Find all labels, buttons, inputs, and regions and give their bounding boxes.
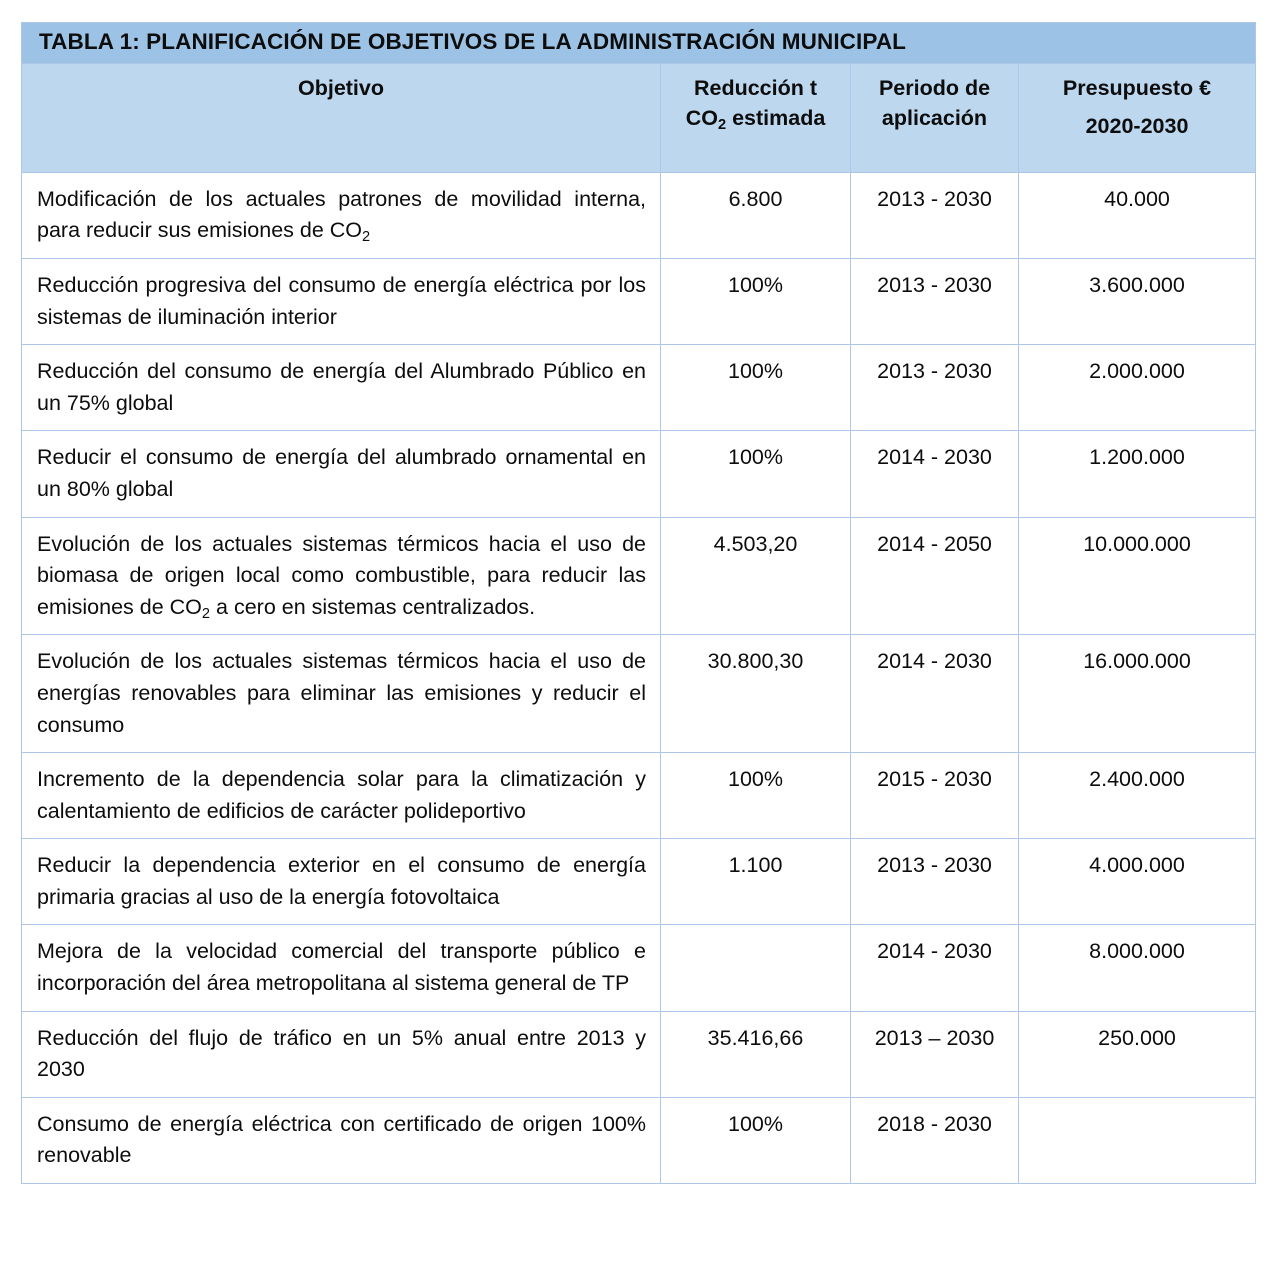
objetivo-text [37,1109,646,1172]
objetivo-text-main: Evolución de los actuales sistemas térmicos hacia el uso de biomasa de origen local como combustible, para reducir las emisiones de CO [37,531,646,619]
cell-periodo: 2013 - 2030 [851,258,1019,344]
column-header-periodo [851,63,1019,172]
cell-presupuesto: 10.000.000 [1019,517,1256,635]
objetivo-text-main: Reducción progresiva del consumo de energía eléctrica por los sistemas de iluminación interior [37,272,646,329]
cell-reduccion: 30.800,30 [661,635,851,753]
table-row [22,431,1256,517]
cell-presupuesto: 250.000 [1019,1011,1256,1097]
cell-periodo: 2015 - 2030 [851,753,1019,839]
objetivo-text [37,936,646,999]
cell-periodo: 2013 - 2030 [851,345,1019,431]
cell-presupuesto: 2.000.000 [1019,345,1256,431]
column-header-reduccion-line2 [667,103,844,134]
cell-objetivo [22,258,661,344]
column-header-reduccion [661,63,851,172]
cell-reduccion: 100% [661,258,851,344]
cell-presupuesto: 16.000.000 [1019,635,1256,753]
table-row [22,345,1256,431]
cell-reduccion: 100% [661,431,851,517]
table-row [22,1097,1256,1183]
table-row [22,839,1256,925]
objetivo-text-tail: a cero en sistemas centralizados. [210,594,536,619]
table-header-row [22,63,1256,172]
objetivo-text-main: Evolución de los actuales sistemas térmicos hacia el uso de energías renovables para eliminar las emisiones y reducir el consumo [37,649,646,737]
objetivo-text [37,529,646,624]
cell-periodo: 2013 - 2030 [851,839,1019,925]
objetivo-text-main: Reducción del consumo de energía del Alumbrado Público en un 75% global [37,359,646,415]
table-row [22,1011,1256,1097]
cell-presupuesto: 4.000.000 [1019,839,1256,925]
cell-objetivo [22,1097,661,1183]
table-row [22,172,1256,258]
objetivo-text [37,1023,646,1086]
cell-reduccion: 4.503,20 [661,517,851,635]
objetivo-text [37,356,646,419]
co2-label-base: CO [685,106,718,131]
column-header-presupuesto [1019,63,1256,172]
cell-objetivo [22,753,661,839]
objetivo-text-main: Mejora de la velocidad comercial del transporte público e incorporación del área metropolitana al sistema general de TP [37,939,646,996]
objetivo-text-main: Reducir la dependencia exterior en el consumo de energía primaria gracias al uso de la energía fotovoltaica [37,853,646,909]
objetivo-text [37,850,646,913]
column-header-presupuesto-line1: Presupuesto € [1062,75,1212,100]
cell-periodo: 2018 - 2030 [851,1097,1019,1183]
objetivo-text-main: Reducción del flujo de tráfico en un 5% anual entre 2013 y 2030 [37,1025,646,1082]
cell-periodo: 2014 - 2030 [851,635,1019,753]
table-row [22,635,1256,753]
co2-subscript: 2 [201,605,211,622]
cell-presupuesto: 2.400.000 [1019,753,1256,839]
objetivo-text [37,184,646,247]
cell-reduccion: 100% [661,345,851,431]
cell-objetivo [22,345,661,431]
co2-subscript: 2 [717,117,727,134]
table-row [22,925,1256,1011]
objectives-table [21,22,1256,1184]
cell-presupuesto: 8.000.000 [1019,925,1256,1011]
cell-presupuesto: 3.600.000 [1019,258,1256,344]
objetivo-text [37,646,646,741]
cell-objetivo [22,839,661,925]
objetivo-text [37,442,646,505]
objetivo-text-main: Reducir el consumo de energía del alumbrado ornamental en un 80% global [37,445,646,501]
table-title-row [22,23,1256,64]
cell-periodo: 2014 - 2030 [851,431,1019,517]
column-header-reduccion-line1: Reducción t [693,75,818,100]
cell-reduccion: 1.100 [661,839,851,925]
cell-objetivo [22,635,661,753]
objetivo-text-main: Consumo de energía eléctrica con certificado de origen 100% renovable [37,1111,646,1168]
cell-reduccion: 100% [661,753,851,839]
cell-reduccion: 35.416,66 [661,1011,851,1097]
table-row [22,753,1256,839]
column-header-presupuesto-line2: 2020-2030 [1085,114,1189,139]
cell-objetivo [22,925,661,1011]
cell-objetivo [22,172,661,258]
objetivo-text [37,270,646,333]
column-header-objetivo-line1: Objetivo [297,75,384,100]
cell-periodo: 2014 - 2030 [851,925,1019,1011]
cell-objetivo [22,431,661,517]
cell-presupuesto: 1.200.000 [1019,431,1256,517]
cell-objetivo [22,517,661,635]
column-header-periodo-line2: aplicación [881,106,988,131]
cell-presupuesto [1019,1097,1256,1183]
objetivo-text-main: Modificación de los actuales patrones de movilidad interna, para reducir sus emisiones de CO [37,186,646,243]
table-row [22,258,1256,344]
cell-reduccion [661,925,851,1011]
cell-reduccion: 100% [661,1097,851,1183]
table-title: TABLA 1: PLANIFICACIÓN DE OBJETIVOS DE LA ADMINISTRACIÓN MUNICIPAL [22,23,1256,64]
cell-periodo: 2013 - 2030 [851,172,1019,258]
co2-label-rest: estimada [726,106,826,131]
cell-periodo: 2013 – 2030 [851,1011,1019,1097]
table-row [22,517,1256,635]
co2-subscript: 2 [362,229,371,246]
column-header-periodo-line1: Periodo de [878,75,991,100]
objetivo-text-main: Incremento de la dependencia solar para la climatización y calentamiento de edificios de carácter polideportivo [37,767,646,823]
cell-objetivo [22,1011,661,1097]
cell-periodo: 2014 - 2050 [851,517,1019,635]
cell-presupuesto: 40.000 [1019,172,1256,258]
cell-reduccion: 6.800 [661,172,851,258]
objetivo-text [37,764,646,827]
column-header-objetivo [22,63,661,172]
